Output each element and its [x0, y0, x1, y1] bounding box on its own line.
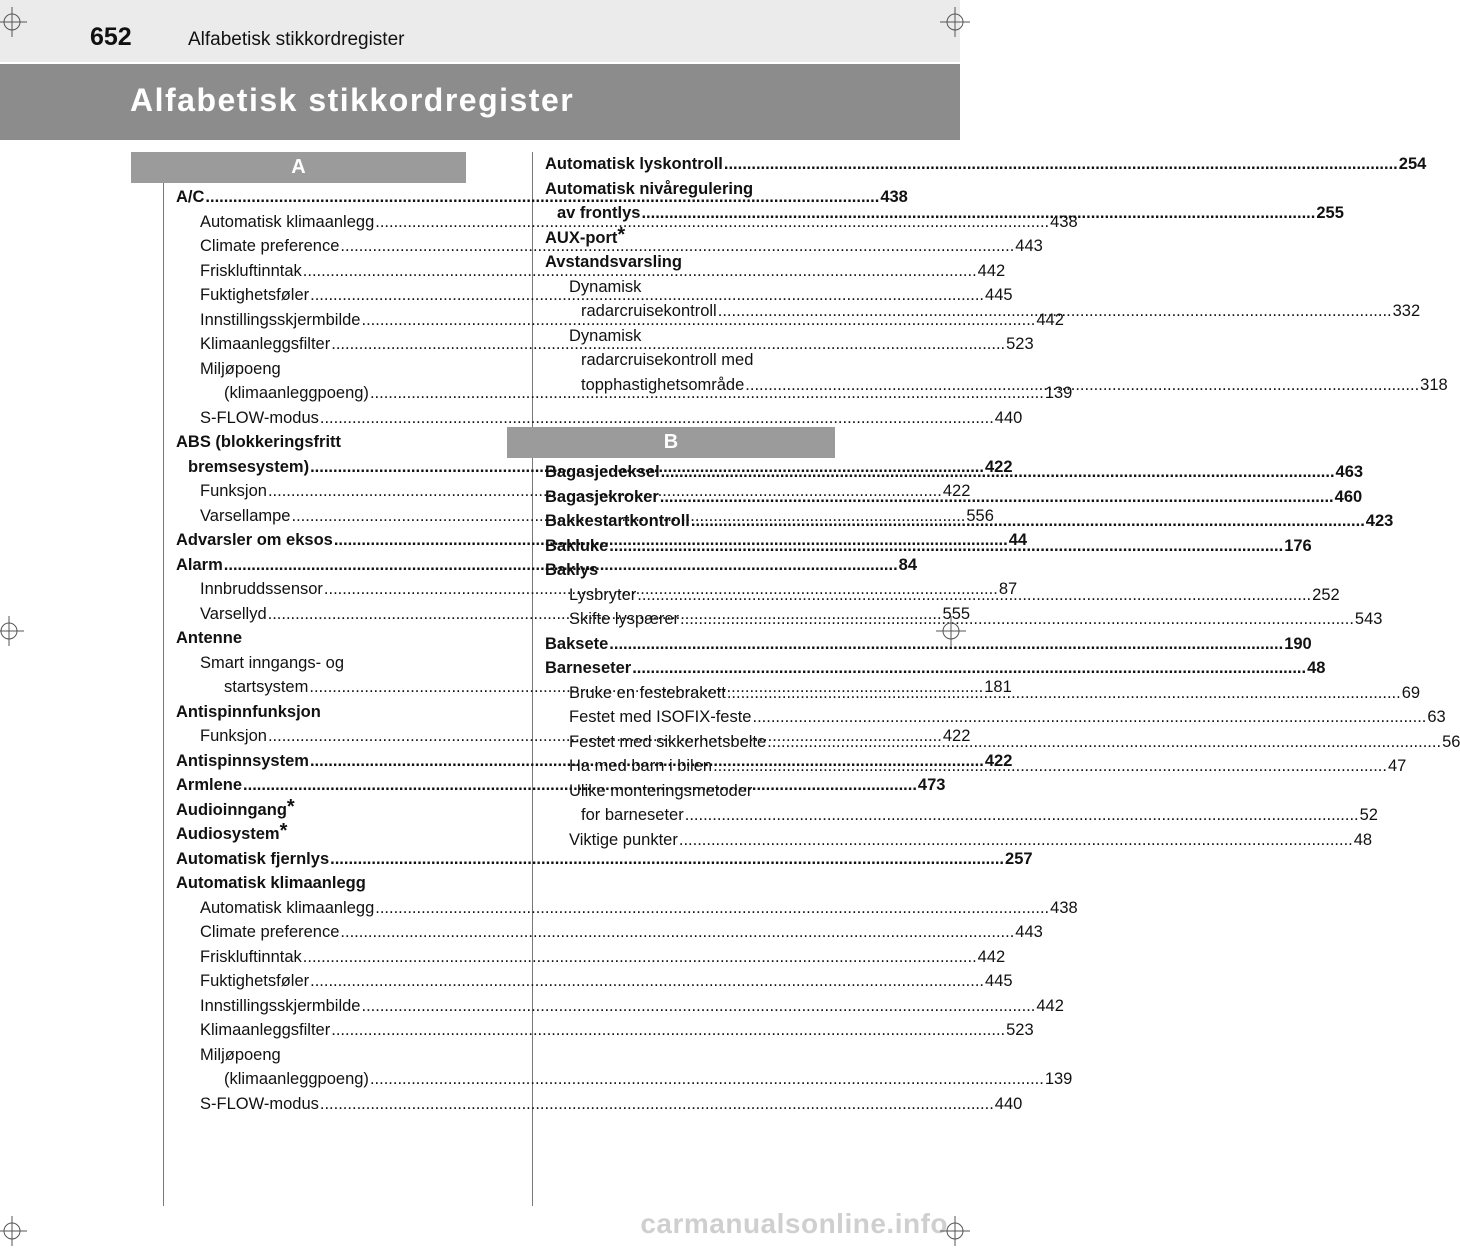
- index-entry: [545, 828, 1373, 853]
- page-reference: 422: [942, 482, 971, 500]
- index-entry: [545, 348, 835, 373]
- dot-leader: [724, 152, 1398, 177]
- entry-label: [176, 528, 333, 553]
- registration-mark-icon: [936, 616, 966, 646]
- entry-text: startsystem: [224, 678, 309, 696]
- page-reference: 442: [977, 261, 1006, 280]
- dot-leader: [660, 485, 1334, 510]
- page-reference: 442: [977, 947, 1006, 966]
- entry-text: Bagasjedeksel: [545, 463, 660, 481]
- dot-leader: [679, 828, 1353, 853]
- index-entry: [176, 871, 466, 896]
- entry-label: [200, 945, 302, 970]
- entry-text: Barneseter: [545, 659, 632, 677]
- page-reference: 84: [898, 555, 918, 574]
- entry-label: [569, 324, 641, 349]
- entry-label: [200, 332, 330, 357]
- index-entry: [545, 558, 835, 583]
- dot-leader: [320, 1092, 994, 1117]
- entry-text: Funksjon: [200, 482, 267, 500]
- entry-text: Automatisk klimaanlegg: [200, 212, 375, 231]
- entry-text: Climate preference: [200, 923, 340, 941]
- page-reference: 523: [1006, 335, 1034, 353]
- entry-label: [176, 749, 309, 774]
- entry-label: [581, 348, 753, 373]
- entry-label: [581, 803, 684, 828]
- entry-text: Varsellyd: [200, 604, 267, 623]
- entry-text: Automatisk lyskontroll: [545, 155, 723, 173]
- dot-leader: [370, 1067, 1044, 1092]
- page-reference: 443: [1015, 237, 1043, 255]
- page-reference: 443: [1015, 923, 1043, 941]
- entry-text: Fuktighetsføler: [200, 286, 310, 304]
- page-reference: 139: [1044, 1070, 1073, 1088]
- entry-text: Dynamisk: [569, 326, 642, 345]
- dot-leader: [767, 730, 1441, 755]
- page-reference: 445: [985, 286, 1013, 304]
- index-entry: [545, 705, 1446, 730]
- entry-text: Lysbryter: [569, 585, 637, 604]
- entry-label: [569, 583, 636, 608]
- dot-leader: [310, 969, 984, 994]
- index-entry: [545, 656, 1326, 681]
- page-header-bar: [0, 0, 960, 62]
- page-reference: 176: [1284, 536, 1312, 555]
- dot-leader: [375, 896, 1049, 921]
- entry-text: for barneseter: [581, 806, 684, 824]
- entry-text: Bagasjekroker: [545, 487, 659, 506]
- entry-label: [545, 460, 660, 485]
- entry-label: [200, 994, 360, 1019]
- entry-text: S-FLOW-modus: [200, 408, 319, 427]
- entry-label: [569, 754, 712, 779]
- entry-text: Fuktighetsføler: [200, 972, 310, 990]
- entry-text: Avstandsvarsling: [545, 253, 682, 271]
- page-reference: 87: [998, 580, 1018, 598]
- index-entry: [176, 945, 1006, 970]
- entry-label: [545, 152, 723, 177]
- entry-text: Festet med ISOFIX-feste: [569, 708, 752, 726]
- dot-leader: [632, 656, 1306, 681]
- entry-text: ABS (blokkeringsfritt: [176, 433, 342, 451]
- entry-text: Advarsler om eksos: [176, 531, 333, 549]
- entry-label: [545, 632, 608, 657]
- dot-leader: [641, 201, 1315, 226]
- entry-label: [545, 485, 659, 510]
- entry-label: [569, 779, 752, 804]
- entry-label: [200, 651, 344, 676]
- dot-leader: [727, 681, 1401, 706]
- entry-text: av frontlys: [557, 204, 641, 222]
- entry-text: Klimaanleggsfilter: [200, 1021, 331, 1039]
- index-entry: [545, 275, 835, 300]
- entry-label: [569, 275, 641, 300]
- dot-leader: [718, 299, 1392, 324]
- entry-label: [581, 299, 717, 324]
- dot-leader: [685, 803, 1359, 828]
- index-entry: [176, 1067, 1073, 1092]
- entry-label: [176, 871, 366, 896]
- index-entry: [176, 357, 466, 382]
- index-entry: [545, 152, 1427, 177]
- entry-text: bremsesystem): [188, 457, 310, 476]
- index-entry: [176, 920, 1043, 945]
- registration-mark-icon: [0, 7, 27, 37]
- page-reference: 56: [1442, 732, 1460, 751]
- index-entry: [176, 1018, 1034, 1043]
- banner-title: Alfabetisk stikkordregister: [130, 82, 575, 118]
- page-reference: 445: [985, 972, 1013, 990]
- page-reference: 423: [1365, 512, 1394, 530]
- page-reference: 254: [1398, 155, 1427, 173]
- entry-text: Antispinnfunksjon: [176, 702, 321, 721]
- entry-text: Ha med barn i bilen: [569, 757, 713, 775]
- entry-label: [545, 534, 608, 559]
- entry-label: [200, 602, 267, 627]
- index-entry: [545, 177, 835, 202]
- page-reference: 63: [1427, 708, 1446, 726]
- entry-text: Automatisk nivåregulering: [545, 179, 754, 198]
- page-reference: 463: [1335, 463, 1364, 481]
- page-reference: 52: [1359, 806, 1378, 824]
- page-reference: 438: [1050, 898, 1078, 917]
- entry-label: [545, 656, 631, 681]
- entry-label: [176, 553, 223, 578]
- entry-label: [569, 681, 726, 706]
- page-reference: 332: [1392, 302, 1421, 320]
- index-entry: [176, 969, 1013, 994]
- registration-mark-icon: [940, 1216, 970, 1246]
- entry-text: Armlene: [176, 776, 243, 794]
- entry-text: Audioinngang: [176, 800, 287, 819]
- entry-text: S-FLOW-modus: [200, 1094, 319, 1113]
- dot-leader: [745, 373, 1419, 398]
- index-entry: [545, 324, 835, 349]
- entry-label: [200, 1043, 281, 1068]
- page-reference: 422: [984, 457, 1013, 476]
- registration-mark-icon: [0, 1216, 27, 1246]
- entry-label: [176, 430, 341, 455]
- entry-text: (klimaanleggpoeng): [224, 1070, 369, 1088]
- page-reference: 442: [1036, 310, 1064, 329]
- dot-leader: [331, 1018, 1005, 1043]
- entry-text: Varsellampe: [200, 506, 291, 525]
- entry-label: [176, 185, 204, 210]
- page-reference: 422: [984, 751, 1013, 770]
- entry-label: [176, 822, 287, 847]
- entry-text: Innbruddssensor: [200, 580, 323, 598]
- page-reference: 48: [1307, 659, 1326, 677]
- entry-text: AUX-port: [545, 228, 618, 247]
- footnote-marker: *: [286, 795, 295, 818]
- page-reference: 523: [1006, 1021, 1034, 1039]
- entry-label: [200, 479, 267, 504]
- dot-leader: [361, 994, 1035, 1019]
- entry-label: [569, 607, 679, 632]
- page-reference: 555: [942, 604, 971, 623]
- page-reference: 440: [994, 1094, 1023, 1113]
- entry-text: Bruke en festebrakett: [569, 683, 726, 702]
- dot-leader: [303, 945, 977, 970]
- entry-text: Automatisk klimaanlegg: [176, 874, 366, 892]
- entry-label: [176, 795, 295, 823]
- entry-label: [200, 896, 374, 921]
- index-entry: [176, 1092, 1023, 1117]
- page-reference: 181: [984, 678, 1012, 696]
- entry-text: radarcruisekontroll: [581, 302, 717, 320]
- entry-label: [200, 234, 339, 259]
- index-entry: [176, 896, 1078, 921]
- entry-label: [545, 509, 690, 534]
- entry-text: Friskluftinntak: [200, 947, 302, 966]
- entry-label: [200, 969, 309, 994]
- entry-label: [200, 577, 323, 602]
- entry-text: Miljøpoeng: [200, 1045, 281, 1064]
- header-title: Alfabetisk stikkordregister: [188, 29, 405, 50]
- page-reference: 255: [1316, 204, 1344, 222]
- entry-text: Viktige punkter: [569, 830, 678, 849]
- index-entry: [545, 250, 835, 275]
- dot-leader: [691, 509, 1365, 534]
- entry-text: Bakkestartkontroll: [545, 512, 690, 530]
- index-entry: [545, 223, 835, 251]
- index-entry: [176, 700, 466, 725]
- entry-text: Festet med sikkerhetsbelte: [569, 732, 767, 751]
- page-reference: 440: [994, 408, 1023, 427]
- entry-label: [200, 283, 309, 308]
- dot-leader: [661, 460, 1335, 485]
- entry-text: Alarm: [176, 555, 223, 574]
- index-entry: [176, 795, 466, 823]
- section-header: B: [507, 427, 835, 458]
- registration-mark-icon: [940, 7, 970, 37]
- entry-label: [200, 210, 374, 235]
- page-number: 652: [90, 23, 132, 51]
- entry-text: Innstillingsskjermbilde: [200, 310, 361, 329]
- entry-text: Funksjon: [200, 727, 267, 745]
- index-entry: [545, 632, 1312, 657]
- entry-label: [200, 308, 360, 333]
- page-reference: 139: [1044, 384, 1073, 402]
- page-reference: 44: [1008, 531, 1028, 549]
- page-reference: 252: [1312, 585, 1340, 604]
- entry-text: Automatisk fjernlys: [176, 849, 330, 868]
- page-reference: 318: [1420, 375, 1448, 394]
- index-entry: [176, 430, 466, 455]
- entry-label: [176, 700, 321, 725]
- entry-text: Climate preference: [200, 237, 340, 255]
- index-entry: [176, 406, 1023, 431]
- page-reference: 438: [880, 188, 908, 206]
- section-spacer: [545, 397, 835, 427]
- entry-text: A/C: [176, 188, 205, 206]
- page-reference: 47: [1387, 757, 1407, 775]
- entry-label: [224, 1067, 369, 1092]
- entry-label: [200, 724, 267, 749]
- entry-label: [200, 406, 319, 431]
- entry-text: Antispinnsystem: [176, 751, 309, 770]
- entry-label: [569, 730, 766, 755]
- index-entry: [176, 1043, 466, 1068]
- entry-text: Bakluke: [545, 536, 609, 555]
- dot-leader: [680, 607, 1354, 632]
- entry-label: [557, 201, 640, 226]
- index-entry: [176, 651, 466, 676]
- entry-label: [224, 675, 308, 700]
- entry-label: [581, 373, 744, 398]
- page-reference: 442: [1036, 996, 1064, 1015]
- entry-label: [200, 504, 290, 529]
- entry-text: Innstillingsskjermbilde: [200, 996, 361, 1015]
- entry-label: [176, 773, 242, 798]
- entry-text: topphastighetsområde: [581, 375, 745, 394]
- index-entry: [545, 803, 1378, 828]
- page-reference: 543: [1354, 610, 1383, 628]
- title-banner: [0, 64, 960, 140]
- entry-label: [545, 223, 626, 251]
- entry-text: Klimaanleggsfilter: [200, 335, 331, 353]
- entry-text: Friskluftinntak: [200, 261, 302, 280]
- page-reference: 438: [1050, 212, 1078, 231]
- entry-label: [200, 1018, 330, 1043]
- entry-label: [545, 177, 753, 202]
- page-reference: 473: [917, 776, 946, 794]
- page-reference: 190: [1284, 634, 1312, 653]
- entry-text: Dynamisk: [569, 277, 642, 296]
- dot-leader: [752, 705, 1426, 730]
- entry-text: Skifte lyspærer: [569, 610, 680, 628]
- entry-label: [176, 626, 242, 651]
- entry-text: Baksete: [545, 634, 609, 653]
- entry-label: [545, 558, 598, 583]
- dot-leader: [637, 583, 1311, 608]
- page-reference: 257: [1005, 849, 1033, 868]
- entry-text: Smart inngangs- og: [200, 653, 344, 672]
- section-header: A: [131, 152, 466, 183]
- entry-label: [176, 847, 329, 872]
- entry-label: [188, 455, 309, 480]
- entry-label: [200, 357, 281, 382]
- entry-label: [545, 250, 682, 275]
- index-entry: [176, 822, 466, 847]
- footnote-marker: *: [279, 820, 288, 842]
- footnote-marker: *: [617, 223, 626, 246]
- dot-leader: [609, 534, 1283, 559]
- entry-label: [200, 920, 339, 945]
- column-divider-left: [163, 152, 164, 1206]
- index-entry: [176, 847, 1033, 872]
- registration-mark-icon: [0, 616, 24, 646]
- page-reference: 48: [1353, 830, 1373, 849]
- page-reference: 69: [1401, 683, 1421, 702]
- entry-text: Ulike monteringsmetoder: [569, 781, 753, 800]
- page-reference: 460: [1334, 487, 1363, 506]
- entry-label: [569, 828, 678, 853]
- dot-leader: [340, 920, 1014, 945]
- entry-text: Miljøpoeng: [200, 359, 281, 378]
- entry-label: [200, 1092, 319, 1117]
- entry-text: Automatisk klimaanlegg: [200, 898, 375, 917]
- index-entry: [176, 626, 466, 651]
- index-entry: [176, 994, 1064, 1019]
- entry-label: [569, 705, 751, 730]
- entry-label: [200, 259, 302, 284]
- page-reference: 556: [966, 506, 994, 525]
- entry-text: (klimaanleggpoeng): [224, 384, 369, 402]
- watermark: carmanualsonline.info: [640, 1208, 948, 1239]
- dot-leader: [713, 754, 1387, 779]
- entry-text: Antenne: [176, 629, 242, 647]
- entry-text: Audiosystem: [176, 825, 280, 843]
- entry-label: [224, 381, 369, 406]
- entry-text: radarcruisekontroll med: [581, 351, 754, 369]
- index-entry: [545, 779, 835, 804]
- page-reference: 422: [942, 727, 971, 745]
- entry-text: Baklys: [545, 561, 599, 579]
